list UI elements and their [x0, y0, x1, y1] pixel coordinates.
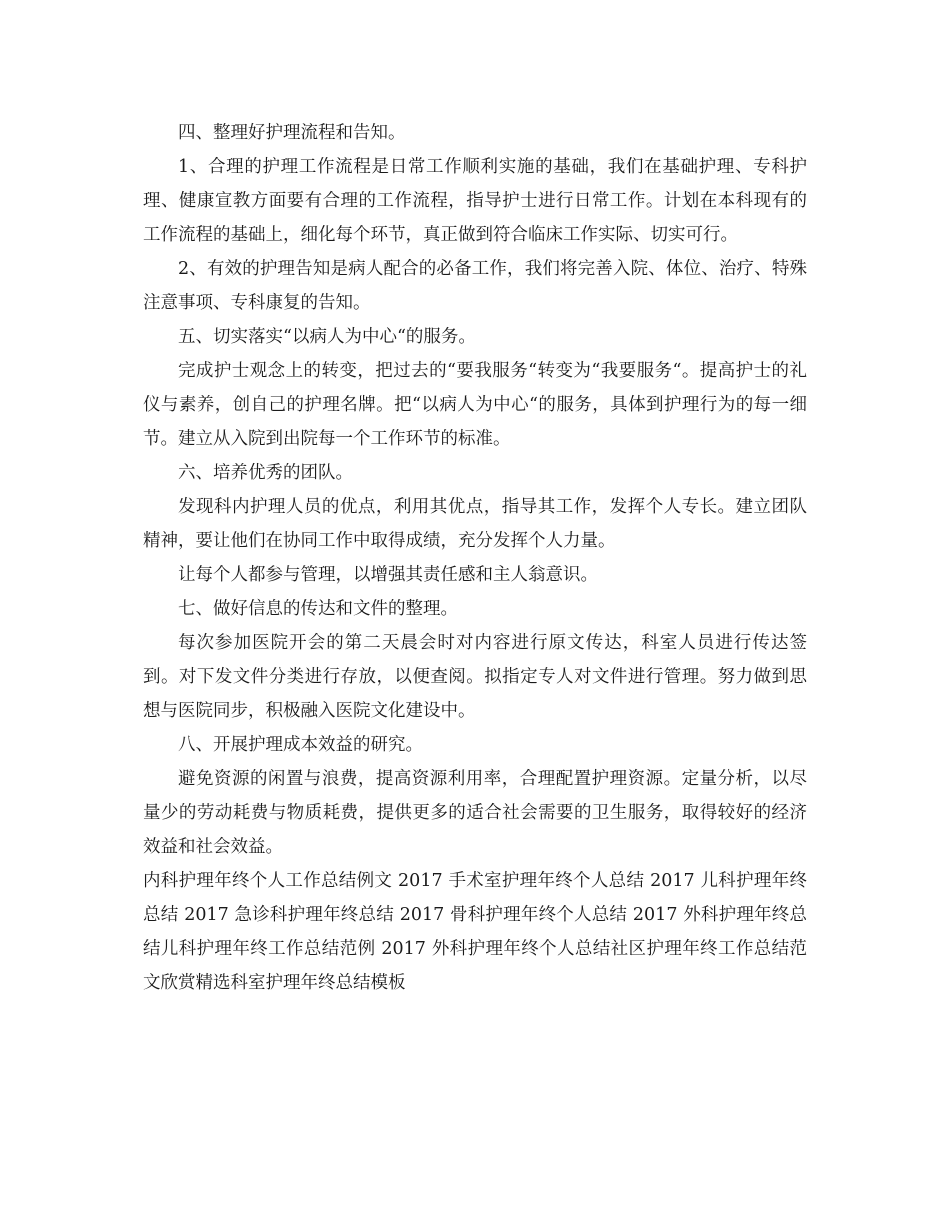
paragraph-cost-benefit: 避免资源的闲置与浪费，提高资源利用率，合理配置护理资源。定量分析，以尽量少的劳动耗费与物质耗费，提供更多的适合社会需要的卫生服务，取得较好的经济效益和社会效益。 [143, 769, 807, 857]
section-heading-8: 八、开展护理成本效益的研究。 [178, 735, 423, 755]
paragraph-notification: 2、有效的护理告知是病人配合的必备工作，我们将完善入院、体位、治疗、特殊注意事项、专科康复的告知。 [143, 259, 807, 313]
section-heading-6: 六、培养优秀的团队。 [178, 463, 353, 483]
paragraph-workflow: 1、合理的护理工作流程是日常工作顺利实施的基础，我们在基础护理、专科护理、健康宣教方面要有合理的工作流程，指导护士进行日常工作。计划在本科现有的工作流程的基础上，细化每个环节，真正做到符合临床工作实际、切实可行。 [143, 157, 807, 245]
paragraph-service: 完成护士观念上的转变，把过去的“要我服务“转变为“我要服务“。提高护士的礼仪与素养，创自己的护理名牌。把“以病人为中心“的服务，具体到护理行为的每一细节。建立从入院到出院每一个工作环节的标准。 [143, 361, 807, 449]
paragraph-team: 发现科内护理人员的优点，利用其优点，指导其工作，发挥个人专长。建立团队精神，要让他们在协同工作中取得成绩，充分发挥个人力量。 [143, 497, 807, 551]
paragraph-documents: 每次参加医院开会的第二天晨会时对内容进行原文传达，科室人员进行传达签到。对下发文件分类进行存放，以便查阅。拟指定专人对文件进行管理。努力做到思想与医院同步，积极融入医院文化建设中。 [143, 633, 807, 721]
section-heading-7: 七、做好信息的传达和文件的整理。 [178, 599, 458, 619]
document-body [143, 116, 807, 1000]
paragraph-participation: 让每个人都参与管理，以增强其责任感和主人翁意识。 [178, 565, 598, 585]
section-heading-5: 五、切实落实“以病人为中心“的服务。 [178, 327, 476, 347]
related-articles-links[interactable]: 内科护理年终个人工作总结例文 2017 手术室护理年终个人总结 2017 儿科护理年终总结 2017 急诊科护理年终总结 2017 骨科护理年终个人总结 2017 外科护理年终总结儿科护理年终工作总结范例 2017 外科护理年终个人总结社区护理年终工作总结范文欣赏精选科室护理年终总结模板 [143, 871, 807, 993]
section-heading-4: 四、整理好护理流程和告知。 [178, 123, 406, 143]
